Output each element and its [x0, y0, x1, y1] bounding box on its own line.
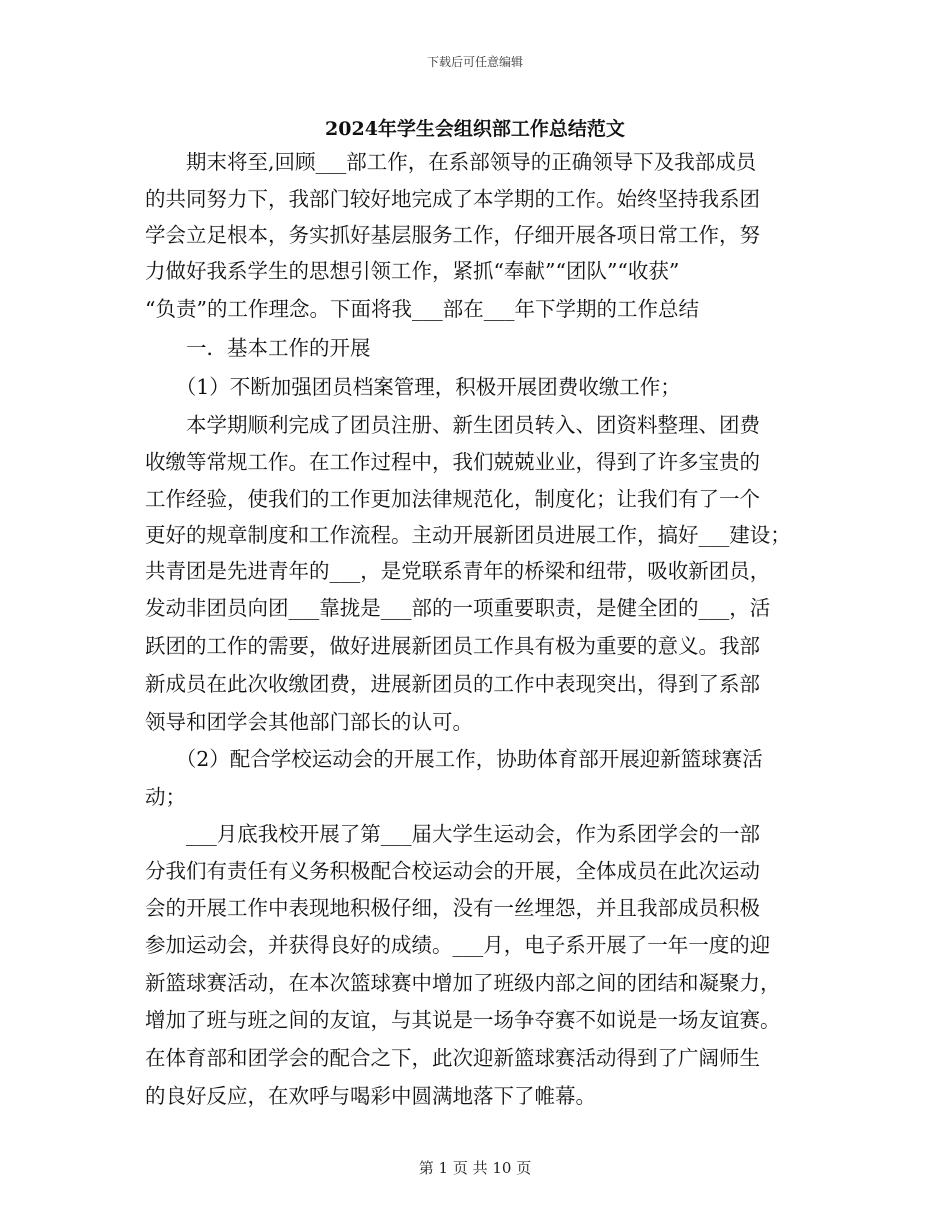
body-line: ___月底我校开展了第___届大学生运动会，作为系团学会的一部	[145, 822, 760, 846]
subsection-heading: （2）配合学校运动会的开展工作，协助体育部开展迎新篮球赛活	[145, 747, 763, 771]
document-title: 2024年学生会组织部工作总结范文	[325, 118, 625, 140]
body-line: 领导和团学会其他部门部长的认可。	[145, 710, 473, 734]
body-line: 跃团的工作的需要，做好进展新团员工作具有极为重要的意义。我部	[145, 634, 760, 658]
section-heading: 一．基本工作的开展	[145, 336, 371, 360]
body-line: 发动非团员向团___靠拢是___部的一项重要职责，是健全团的___，活	[145, 596, 771, 620]
body-line: 本学期顺利完成了团员注册、新生团员转入、团资料整理、团费	[145, 413, 760, 437]
body-line: 参加运动会，并获得良好的成绩。___月，电子系开展了一年一度的迎	[145, 933, 771, 957]
body-line: 共青团是先进青年的___，是党联系青年的桥梁和纽带，吸收新团员，	[145, 559, 771, 583]
body-line: “负责”的工作理念。下面将我___部在___年下学期的工作总结	[145, 297, 699, 321]
body-line: 分我们有责任有义务积极配合校运动会的开展，全体成员在此次运动	[145, 859, 760, 883]
body-line: 动；	[145, 785, 186, 809]
body-line: 收缴等常规工作。在工作过程中，我们兢兢业业，得到了许多宝贵的	[145, 450, 760, 474]
body-line: 增加了班与班之间的友谊，与其说是一场争夺赛不如说是一场友谊赛。	[145, 1008, 781, 1032]
body-line: 在体育部和团学会的配合之下，此次迎新篮球赛活动得到了广阔师生	[145, 1046, 760, 1070]
page-header-note: 下载后可任意编辑	[426, 55, 523, 69]
body-line: 会的开展工作中表现地积极仔细，没有一丝埋怨，并且我部成员积极	[145, 896, 760, 920]
body-line: 新篮球赛活动，在本次篮球赛中增加了班级内部之间的团结和凝聚力，	[145, 971, 781, 995]
page-footer: 第 1 页 共 10 页	[418, 1159, 532, 1177]
body-line: 力做好我系学生的思想引领工作，紧抓“奉献”“团队”“收获”	[145, 259, 680, 283]
body-line: 学会立足根本，务实抓好基层服务工作，仔细开展各项日常工作，努	[145, 223, 760, 247]
body-line: 新成员在此次收缴团费，进展新团员的工作中表现突出，得到了系部	[145, 672, 760, 696]
body-line: 更好的规章制度和工作流程。主动开展新团员进展工作，搞好___建设；	[145, 523, 791, 547]
body-line: 的良好反应，在欢呼与喝彩中圆满地落下了帷幕。	[145, 1084, 596, 1108]
body-line: 工作经验，使我们的工作更加法律规范化，制度化；让我们有了一个	[145, 487, 760, 511]
subsection-heading: （1）不断加强团员档案管理，积极开展团费收缴工作；	[145, 375, 681, 399]
body-line: 的共同努力下，我部门较好地完成了本学期的工作。始终坚持我系团	[145, 187, 760, 211]
body-line: 期末将至,回顾___部工作，在系部领导的正确领导下及我部成员	[145, 150, 757, 174]
